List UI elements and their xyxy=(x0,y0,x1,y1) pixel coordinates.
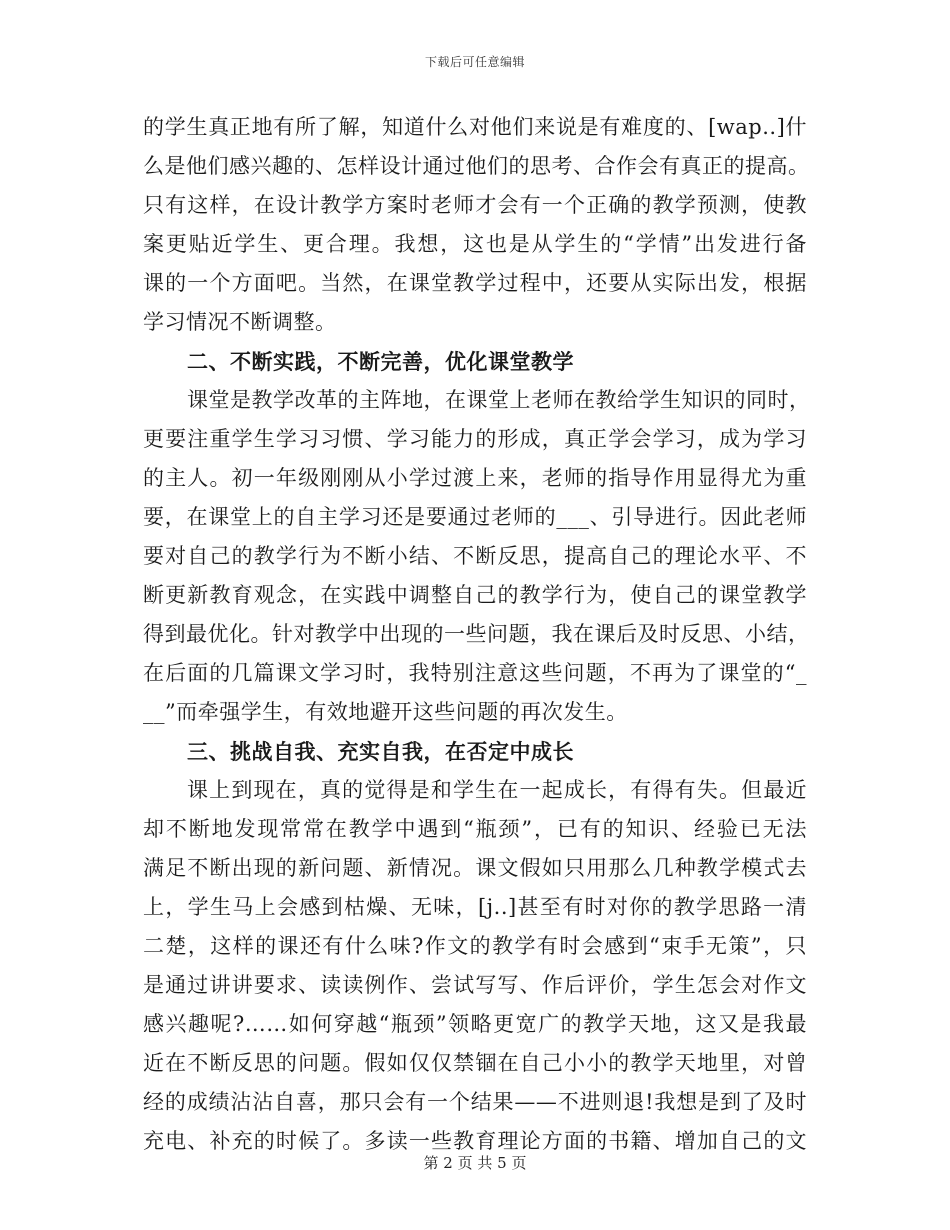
text-line: 感兴趣呢?……如何穿越“瓶颈”领略更宽广的教学天地，这又是我最 xyxy=(143,1012,807,1036)
page-header-note: 下载后可任意编辑 xyxy=(424,55,525,69)
text-line: 么是他们感兴趣的、怎样设计通过他们的思考、合作会有真正的提高。 xyxy=(143,154,810,178)
text-line: 充电、补充的时候了。多读一些教育理论方面的书籍、增加自己的文 xyxy=(143,1129,807,1153)
text-line: 经的成绩沾沾自喜，那只会有一个结果——不进则退!我想是到了及时 xyxy=(143,1090,807,1114)
document-body xyxy=(143,108,811,1161)
text-line: 满足不断出现的新问题、新情况。课文假如只用那么几种教学模式去 xyxy=(143,856,807,880)
text-line: 得到最优化。针对教学中出现的一些问题，我在课后及时反思、小结， xyxy=(143,622,810,646)
text-line: 要对自己的教学行为不断小结、不断反思，提高自己的理论水平、不 xyxy=(143,544,807,568)
text-line: 断更新教育观念，在实践中调整自己的教学行为，使自己的课堂教学 xyxy=(143,583,807,607)
text-line: 案更贴近学生、更合理。我想，这也是从学生的“学情”出发进行备 xyxy=(143,232,807,256)
text-line: 只有这样，在设计教学方案时老师才会有一个正确的教学预测，使教 xyxy=(143,193,807,217)
paragraph-section-2 xyxy=(143,381,811,732)
text-line: 更要注重学生学习习惯、学习能力的形成，真正学会学习，成为学习 xyxy=(143,427,807,451)
text-line: 的主人。初一年级刚刚从小学过渡上来，老师的指导作用显得尤为重 xyxy=(143,466,807,490)
page-number-footer: 第 2 页 共 5 页 xyxy=(423,1154,527,1172)
text-line: 在后面的几篇课文学习时，我特别注意这些问题，不再为了课堂的“_ xyxy=(143,661,807,685)
text-line: 却不断地发现常常在教学中遇到“瓶颈”，已有的知识、经验已无法 xyxy=(143,817,807,841)
text-line: 近在不断反思的问题。假如仅仅禁锢在自己小小的教学天地里，对曾 xyxy=(143,1051,807,1075)
text-line: 学习情况不断调整。 xyxy=(143,310,337,334)
text-line: 上，学生马上会感到枯燥、无味，[j..]甚至有时对你的教学思路一清 xyxy=(143,895,807,919)
text-line: __”而牵强学生，有效地避开这些问题的再次发生。 xyxy=(143,700,628,724)
text-line: 课的一个方面吧。当然，在课堂教学过程中，还要从实际出发，根据 xyxy=(143,271,807,295)
section-heading-3: 三、挑战自我、充实自我，在否定中成长 xyxy=(187,739,574,764)
text-line: 是通过讲讲要求、读读例作、尝试写写、作后评价，学生怎会对作文 xyxy=(143,973,807,997)
text-line: 的学生真正地有所了解，知道什么对他们来说是有难度的、[wap..]什 xyxy=(143,115,807,139)
paragraph-section-3 xyxy=(143,771,807,1161)
text-line: 课堂是教学改革的主阵地，在课堂上老师在教给学生知识的同时， xyxy=(187,388,811,412)
text-line: 要，在课堂上的自主学习还是要通过老师的___、引导进行。因此老师 xyxy=(143,505,807,529)
section-heading-2: 二、不断实践，不断完善，优化课堂教学 xyxy=(187,349,574,374)
paragraph-intro xyxy=(143,108,810,342)
text-line: 课上到现在，真的觉得是和学生在一起成长，有得有失。但最近 xyxy=(187,778,807,802)
text-line: 二楚，这样的课还有什么味?作文的教学有时会感到“束手无策”，只 xyxy=(143,934,807,958)
